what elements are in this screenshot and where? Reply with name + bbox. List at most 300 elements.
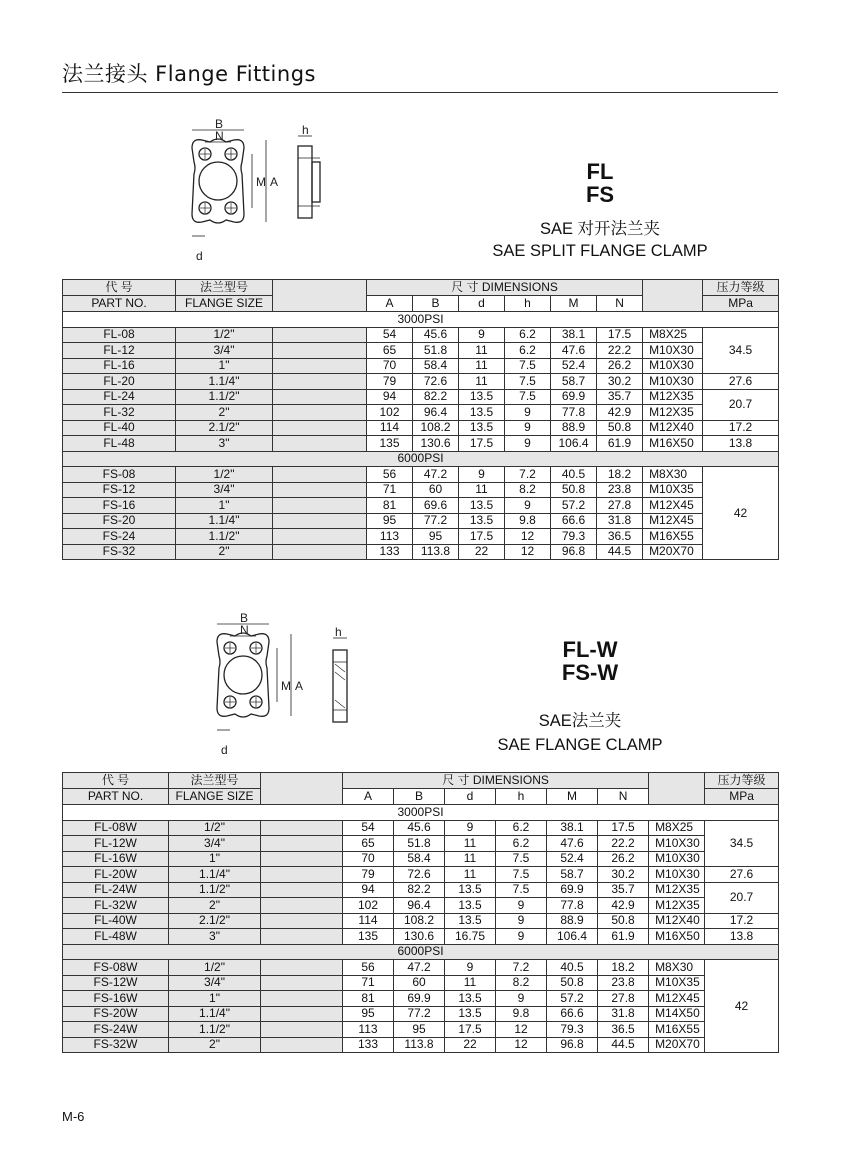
dimension-cell: 95 xyxy=(394,1022,445,1038)
dimension-cell: 135 xyxy=(343,929,394,945)
dim-label-m: M xyxy=(281,679,291,693)
spacer-cell xyxy=(273,482,367,498)
dimension-cell: 23.8 xyxy=(597,482,643,498)
dimension-cell: 27.8 xyxy=(598,991,649,1007)
dimension-cell: 108.2 xyxy=(394,913,445,929)
dimension-cell: 79 xyxy=(367,374,413,390)
part-no-cell: FS-20 xyxy=(63,513,176,529)
dimension-cell: 13.5 xyxy=(459,405,505,421)
spacer-cell xyxy=(261,1037,343,1053)
col-dim-b: B xyxy=(413,296,459,312)
dimension-cell: 17.5 xyxy=(459,436,505,452)
table-row xyxy=(63,820,779,836)
dimension-cell: 9 xyxy=(445,960,496,976)
table-row xyxy=(63,882,779,898)
dimension-cell: 50.8 xyxy=(547,975,598,991)
spacer-cell xyxy=(261,882,343,898)
dimension-cell: 45.6 xyxy=(394,820,445,836)
pressure-cell: 17.2 xyxy=(705,913,779,929)
flange-size-cell: 2.1/2" xyxy=(169,913,261,929)
dimension-cell: 45.6 xyxy=(413,327,459,343)
code-fs: FS xyxy=(585,182,615,207)
subtitle-cn: SAE法兰夹 xyxy=(538,712,622,730)
dimension-cell: 70 xyxy=(367,358,413,374)
dimension-cell: 113 xyxy=(343,1022,394,1038)
dimension-cell: 7.5 xyxy=(496,867,547,883)
dimension-cell: 6.2 xyxy=(496,836,547,852)
dimension-cell: 9.8 xyxy=(496,1006,547,1022)
dimension-cell: 13.5 xyxy=(445,898,496,914)
table-row xyxy=(63,929,779,945)
dimension-cell: 9 xyxy=(496,898,547,914)
dimension-cell: 77.8 xyxy=(547,898,598,914)
subtitle-en: SAE FLANGE CLAMP xyxy=(497,736,663,754)
subtitle-en: SAE SPLIT FLANGE CLAMP xyxy=(492,242,708,260)
flange-size-cell: 3/4" xyxy=(176,482,273,498)
dimension-cell: 95 xyxy=(343,1006,394,1022)
dimension-cell: 88.9 xyxy=(551,420,597,436)
page-number: M-6 xyxy=(62,1109,85,1124)
spacer-cell xyxy=(261,1006,343,1022)
flange-size-cell: 1.1/4" xyxy=(176,513,273,529)
rows-3000 xyxy=(63,327,779,451)
dimension-cell: 27.8 xyxy=(597,498,643,514)
table-row xyxy=(63,467,779,483)
dimension-cell: 11 xyxy=(445,975,496,991)
part-no-cell: FL-12 xyxy=(63,343,176,359)
dimension-cell: 95 xyxy=(367,513,413,529)
spacer-cell xyxy=(273,358,367,374)
dimension-cell: 72.6 xyxy=(394,867,445,883)
col-dim-d: d xyxy=(459,296,505,312)
dimension-cell: 9 xyxy=(505,420,551,436)
part-no-cell: FL-08W xyxy=(63,820,169,836)
dim-label-b: B xyxy=(215,118,224,131)
header-blank xyxy=(649,773,705,805)
dim-label-a: A xyxy=(295,679,304,693)
dimension-cell: 7.5 xyxy=(505,358,551,374)
dimension-cell: 22.2 xyxy=(597,343,643,359)
dimension-cell: 69.9 xyxy=(394,991,445,1007)
spacer-cell xyxy=(273,343,367,359)
spacer-cell xyxy=(261,851,343,867)
spacer-cell xyxy=(261,1022,343,1038)
spacer-cell xyxy=(273,513,367,529)
spacer-cell xyxy=(273,389,367,405)
dimension-cell: 6.2 xyxy=(496,820,547,836)
rows-6000 xyxy=(63,960,779,1053)
bolt-cell: M12X45 xyxy=(643,498,703,514)
table-row xyxy=(63,358,779,374)
bolt-cell: M10X30 xyxy=(649,867,705,883)
part-no-cell: FS-20W xyxy=(63,1006,169,1022)
dimension-cell: 6.2 xyxy=(505,327,551,343)
part-no-cell: FS-08W xyxy=(63,960,169,976)
dimension-cell: 12 xyxy=(505,544,551,560)
dimension-cell: 71 xyxy=(343,975,394,991)
dimension-cell: 47.2 xyxy=(413,467,459,483)
dimension-cell: 9 xyxy=(459,327,505,343)
section-code xyxy=(540,638,640,684)
dimension-cell: 113 xyxy=(367,529,413,545)
dimension-cell: 65 xyxy=(367,343,413,359)
bolt-cell: M12X45 xyxy=(643,513,703,529)
table-row xyxy=(63,544,779,560)
table-row xyxy=(63,420,779,436)
part-no-cell: FL-40 xyxy=(63,420,176,436)
pressure-cell: 13.8 xyxy=(705,929,779,945)
part-no-cell: FL-40W xyxy=(63,913,169,929)
part-no-cell: FL-20 xyxy=(63,374,176,390)
dimension-cell: 106.4 xyxy=(551,436,597,452)
dimension-cell: 40.5 xyxy=(547,960,598,976)
table-row xyxy=(63,482,779,498)
section-code xyxy=(560,160,640,206)
col-part-no-cn: 代 号 xyxy=(63,773,169,789)
table-row xyxy=(63,991,779,1007)
dimension-cell: 61.9 xyxy=(598,929,649,945)
spacer-cell xyxy=(261,991,343,1007)
dimension-cell: 102 xyxy=(343,898,394,914)
dimension-cell: 77.2 xyxy=(413,513,459,529)
dim-label-b: B xyxy=(240,612,249,625)
dimension-cell: 8.2 xyxy=(505,482,551,498)
dimension-cell: 52.4 xyxy=(551,358,597,374)
dimension-cell: 47.6 xyxy=(547,836,598,852)
table-row xyxy=(63,513,779,529)
table-row xyxy=(63,960,779,976)
dim-label-h: h xyxy=(335,625,342,639)
dimension-cell: 9 xyxy=(496,991,547,1007)
col-dim-m: M xyxy=(551,296,597,312)
dimension-cell: 56 xyxy=(367,467,413,483)
dimension-cell: 47.6 xyxy=(551,343,597,359)
dimension-cell: 81 xyxy=(343,991,394,1007)
bolt-cell: M10X30 xyxy=(649,851,705,867)
spacer-cell xyxy=(261,898,343,914)
pressure-cell: 20.7 xyxy=(705,882,779,913)
table-row xyxy=(63,343,779,359)
part-no-cell: FL-16 xyxy=(63,358,176,374)
dimension-cell: 113.8 xyxy=(413,544,459,560)
table-row xyxy=(63,836,779,852)
col-dimensions: 尺 寸 DIMENSIONS xyxy=(343,773,649,789)
dimension-cell: 9 xyxy=(505,498,551,514)
dimension-cell: 58.7 xyxy=(547,867,598,883)
pressure-cell: 27.6 xyxy=(703,374,779,390)
spacer-cell xyxy=(273,467,367,483)
spacer-cell xyxy=(261,975,343,991)
table-row xyxy=(63,436,779,452)
bolt-cell: M12X45 xyxy=(649,991,705,1007)
bolt-cell: M10X30 xyxy=(643,343,703,359)
col-dim-b: B xyxy=(394,789,445,805)
pressure-cell: 27.6 xyxy=(705,867,779,883)
dimension-cell: 13.5 xyxy=(459,513,505,529)
dimension-cell: 69.9 xyxy=(551,389,597,405)
bolt-cell: M16X55 xyxy=(649,1022,705,1038)
dimension-cell: 50.8 xyxy=(597,420,643,436)
bolt-cell: M10X30 xyxy=(649,836,705,852)
dimension-cell: 69.6 xyxy=(413,498,459,514)
dimension-cell: 47.2 xyxy=(394,960,445,976)
col-pressure-unit: MPa xyxy=(703,296,779,312)
table-row xyxy=(63,1037,779,1053)
col-dim-d: d xyxy=(445,789,496,805)
flange-size-cell: 1.1/2" xyxy=(169,1022,261,1038)
dimension-cell: 65 xyxy=(343,836,394,852)
spacer-cell xyxy=(261,960,343,976)
dimension-cell: 96.4 xyxy=(394,898,445,914)
dimension-cell: 94 xyxy=(343,882,394,898)
dimension-cell: 102 xyxy=(367,405,413,421)
pressure-band-3000: 3000PSI xyxy=(63,312,779,328)
table-row xyxy=(63,898,779,914)
dimension-cell: 61.9 xyxy=(597,436,643,452)
flange-size-cell: 1/2" xyxy=(176,327,273,343)
flange-size-cell: 3/4" xyxy=(176,343,273,359)
part-no-cell: FL-32W xyxy=(63,898,169,914)
header-blank xyxy=(273,280,367,312)
dimension-cell: 17.5 xyxy=(598,820,649,836)
part-no-cell: FL-32 xyxy=(63,405,176,421)
spacer-cell xyxy=(273,498,367,514)
dimension-cell: 11 xyxy=(459,482,505,498)
bolt-cell: M8X25 xyxy=(643,327,703,343)
part-no-cell: FL-08 xyxy=(63,327,176,343)
col-dim-m: M xyxy=(547,789,598,805)
dimension-cell: 7.5 xyxy=(496,882,547,898)
dimension-cell: 13.5 xyxy=(459,498,505,514)
dimension-cell: 18.2 xyxy=(597,467,643,483)
flange-size-cell: 3" xyxy=(169,929,261,945)
dimension-cell: 114 xyxy=(367,420,413,436)
pressure-cell: 17.2 xyxy=(703,420,779,436)
dim-label-a: A xyxy=(270,175,279,189)
spacer-cell xyxy=(273,436,367,452)
dimension-cell: 60 xyxy=(394,975,445,991)
dimension-cell: 44.5 xyxy=(598,1037,649,1053)
dimension-cell: 42.9 xyxy=(597,405,643,421)
dimension-cell: 31.8 xyxy=(597,513,643,529)
dimension-cell: 44.5 xyxy=(597,544,643,560)
dimension-cell: 7.5 xyxy=(496,851,547,867)
dimension-cell: 7.5 xyxy=(505,374,551,390)
dimension-cell: 11 xyxy=(445,836,496,852)
split-flange-clamp-drawing xyxy=(170,118,340,268)
table-row xyxy=(63,975,779,991)
dimension-cell: 135 xyxy=(367,436,413,452)
dim-label-d: d xyxy=(221,743,228,757)
dimension-cell: 17.5 xyxy=(459,529,505,545)
rows-3000 xyxy=(63,820,779,944)
dim-label-m: M xyxy=(256,175,266,189)
dimension-cell: 9 xyxy=(445,820,496,836)
dimension-cell: 50.8 xyxy=(598,913,649,929)
dimension-cell: 42.9 xyxy=(598,898,649,914)
spacer-cell xyxy=(261,913,343,929)
dimension-cell: 108.2 xyxy=(413,420,459,436)
dimension-cell: 79 xyxy=(343,867,394,883)
dimension-cell: 35.7 xyxy=(597,389,643,405)
part-no-cell: FL-48W xyxy=(63,929,169,945)
dimension-cell: 9 xyxy=(505,436,551,452)
pressure-cell: 42 xyxy=(705,960,779,1053)
flange-size-cell: 1.1/4" xyxy=(176,374,273,390)
flange-size-cell: 3" xyxy=(176,436,273,452)
dimension-cell: 18.2 xyxy=(598,960,649,976)
subtitle-cn: SAE 对开法兰夹 xyxy=(539,220,661,238)
header-blank xyxy=(643,280,703,312)
table-row xyxy=(63,327,779,343)
flange-size-cell: 1.1/4" xyxy=(169,867,261,883)
col-pressure-unit: MPa xyxy=(705,789,779,805)
dimension-cell: 71 xyxy=(367,482,413,498)
spacer-cell xyxy=(273,405,367,421)
header-blank xyxy=(261,773,343,805)
dimension-cell: 13.5 xyxy=(445,882,496,898)
dimension-cell: 12 xyxy=(505,529,551,545)
dimension-cell: 106.4 xyxy=(547,929,598,945)
dimension-cell: 52.4 xyxy=(547,851,598,867)
dimension-cell: 9 xyxy=(505,405,551,421)
flange-size-cell: 1.1/2" xyxy=(176,389,273,405)
spec-table-flange xyxy=(62,772,779,1053)
dimension-cell: 57.2 xyxy=(551,498,597,514)
pressure-band-3000: 3000PSI xyxy=(63,805,779,821)
dimension-cell: 11 xyxy=(459,374,505,390)
table-row xyxy=(63,498,779,514)
dimension-cell: 38.1 xyxy=(547,820,598,836)
bolt-cell: M10X30 xyxy=(643,374,703,390)
spec-table-split-flange xyxy=(62,279,779,560)
flange-size-cell: 3/4" xyxy=(169,836,261,852)
flange-size-cell: 3/4" xyxy=(169,975,261,991)
dimension-cell: 72.6 xyxy=(413,374,459,390)
bolt-cell: M16X50 xyxy=(649,929,705,945)
flange-size-cell: 2" xyxy=(176,544,273,560)
col-dimensions: 尺 寸 DIMENSIONS xyxy=(367,280,643,296)
dimension-cell: 30.2 xyxy=(597,374,643,390)
dimension-cell: 8.2 xyxy=(496,975,547,991)
dimension-cell: 60 xyxy=(413,482,459,498)
col-dim-a: A xyxy=(343,789,394,805)
dim-label-h: h xyxy=(302,123,309,137)
code-fl-w: FL-W xyxy=(562,637,618,662)
pressure-cell: 34.5 xyxy=(703,327,779,374)
bolt-cell: M10X35 xyxy=(649,975,705,991)
dimension-cell: 30.2 xyxy=(598,867,649,883)
code-fl: FL xyxy=(586,159,614,184)
dimension-cell: 50.8 xyxy=(551,482,597,498)
flange-size-cell: 2" xyxy=(169,898,261,914)
flange-size-cell: 1" xyxy=(176,498,273,514)
bolt-cell: M12X35 xyxy=(649,898,705,914)
rows-6000 xyxy=(63,467,779,560)
dimension-cell: 22 xyxy=(445,1037,496,1053)
part-no-cell: FL-12W xyxy=(63,836,169,852)
dimension-cell: 133 xyxy=(367,544,413,560)
col-dim-n: N xyxy=(597,296,643,312)
flange-size-cell: 1" xyxy=(169,851,261,867)
dimension-cell: 113.8 xyxy=(394,1037,445,1053)
part-no-cell: FS-16W xyxy=(63,991,169,1007)
dimension-cell: 17.5 xyxy=(597,327,643,343)
spacer-cell xyxy=(273,420,367,436)
flange-size-cell: 2" xyxy=(176,405,273,421)
table-row xyxy=(63,405,779,421)
dim-label-d: d xyxy=(196,249,203,263)
col-flange-size-en: FLANGE SIZE xyxy=(169,789,261,805)
dimension-cell: 22 xyxy=(459,544,505,560)
dimension-cell: 95 xyxy=(413,529,459,545)
pressure-cell: 20.7 xyxy=(703,389,779,420)
dimension-cell: 9 xyxy=(459,467,505,483)
dimension-cell: 12 xyxy=(496,1022,547,1038)
bolt-cell: M8X25 xyxy=(649,820,705,836)
dimension-cell: 26.2 xyxy=(597,358,643,374)
col-part-no-cn: 代 号 xyxy=(63,280,176,296)
bolt-cell: M20X70 xyxy=(649,1037,705,1053)
part-no-cell: FS-08 xyxy=(63,467,176,483)
pressure-cell: 13.8 xyxy=(703,436,779,452)
part-no-cell: FL-24 xyxy=(63,389,176,405)
dim-label-n: N xyxy=(215,129,224,143)
flange-size-cell: 1/2" xyxy=(176,467,273,483)
dimension-cell: 66.6 xyxy=(551,513,597,529)
dimension-cell: 114 xyxy=(343,913,394,929)
dimension-cell: 96.8 xyxy=(547,1037,598,1053)
bolt-cell: M12X35 xyxy=(649,882,705,898)
dimension-cell: 133 xyxy=(343,1037,394,1053)
dimension-cell: 13.5 xyxy=(445,1006,496,1022)
bolt-cell: M12X40 xyxy=(643,420,703,436)
table-row xyxy=(63,913,779,929)
bolt-cell: M16X50 xyxy=(643,436,703,452)
table-row xyxy=(63,1006,779,1022)
dimension-cell: 36.5 xyxy=(598,1022,649,1038)
dimension-cell: 26.2 xyxy=(598,851,649,867)
dimension-cell: 40.5 xyxy=(551,467,597,483)
col-dim-h: h xyxy=(496,789,547,805)
dimension-cell: 77.8 xyxy=(551,405,597,421)
col-dim-a: A xyxy=(367,296,413,312)
dimension-cell: 81 xyxy=(367,498,413,514)
col-part-no-en: PART NO. xyxy=(63,296,176,312)
table-row xyxy=(63,851,779,867)
bolt-cell: M12X35 xyxy=(643,389,703,405)
table-row xyxy=(63,374,779,390)
dimension-cell: 51.8 xyxy=(394,836,445,852)
dimension-cell: 38.1 xyxy=(551,327,597,343)
flange-size-cell: 1.1/4" xyxy=(169,1006,261,1022)
spacer-cell xyxy=(261,820,343,836)
part-no-cell: FS-24 xyxy=(63,529,176,545)
dimension-cell: 56 xyxy=(343,960,394,976)
flange-size-cell: 1" xyxy=(169,991,261,1007)
col-pressure-cn: 压力等级 xyxy=(703,280,779,296)
dimension-cell: 11 xyxy=(445,867,496,883)
bolt-cell: M12X40 xyxy=(649,913,705,929)
spacer-cell xyxy=(273,529,367,545)
part-no-cell: FS-16 xyxy=(63,498,176,514)
flange-size-cell: 2.1/2" xyxy=(176,420,273,436)
dimension-cell: 69.9 xyxy=(547,882,598,898)
part-no-cell: FS-12 xyxy=(63,482,176,498)
dimension-cell: 66.6 xyxy=(547,1006,598,1022)
bolt-cell: M10X35 xyxy=(643,482,703,498)
dimension-cell: 130.6 xyxy=(413,436,459,452)
